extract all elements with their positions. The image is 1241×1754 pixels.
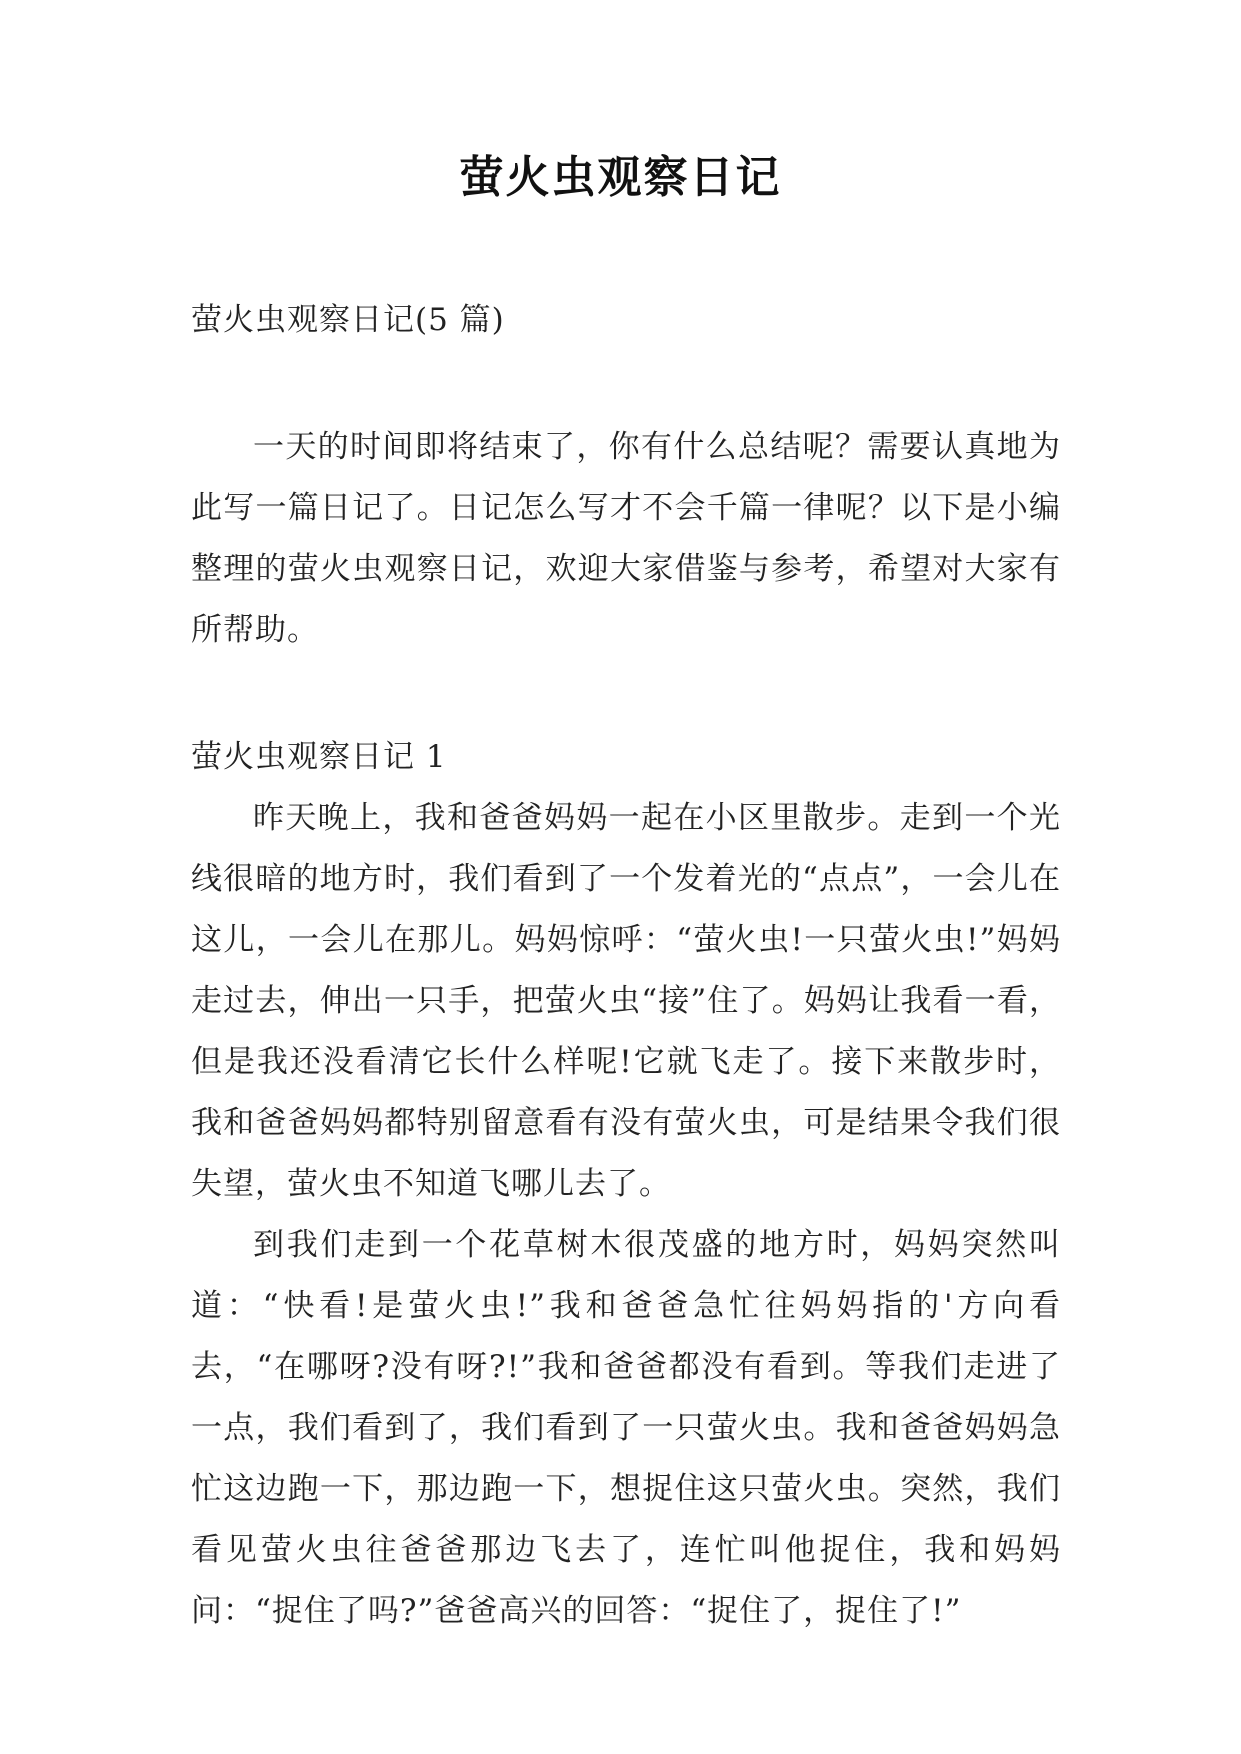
document-subtitle: 萤火虫观察日记(5 篇) [191,302,505,338]
document-title: 萤火虫观察日记 [459,152,782,203]
intro-paragraph: 一天的时间即将结束了，你有什么总结呢？需要认真地为此写一篇日记了。日记怎么写才不会千篇一律呢？以下是小编整理的萤火虫观察日记，欢迎大家借鉴与参考，希望对大家有所帮助。 [191,429,1061,648]
body-paragraph: 昨天晚上，我和爸爸妈妈一起在小区里散步。走到一个光线很暗的地方时，我们看到了一个发着光的“点点”，一会儿在这儿，一会儿在那儿。妈妈惊呼：“萤火虫!一只萤火虫!”妈妈走过去，伸出一只手，把萤火虫“接”住了。妈妈让我看一看，但是我还没看清它长什么样呢!它就飞走了。接下来散步时，我和爸爸妈妈都特别留意看有没有萤火虫，可是结果令我们很失望，萤火虫不知道飞哪儿去了。 [191,800,1061,1202]
section-heading: 萤火虫观察日记 1 [191,739,447,775]
body-paragraph: 到我们走到一个花草树木很茂盛的地方时，妈妈突然叫道：“快看!是萤火虫!”我和爸爸急忙往妈妈指的'方向看去，“在哪呀?没有呀?!”我和爸爸都没有看到。等我们走进了一点，我们看到了，我们看到了一只萤火虫。我和爸爸妈妈急忙这边跑一下，那边跑一下，想捉住这只萤火虫。突然，我们看见萤火虫往爸爸那边飞去了，连忙叫他捉住，我和妈妈问：“捉住了吗?”爸爸高兴的回答：“捉住了，捉住了!” [191,1227,1061,1629]
document-body [191,290,1061,1642]
